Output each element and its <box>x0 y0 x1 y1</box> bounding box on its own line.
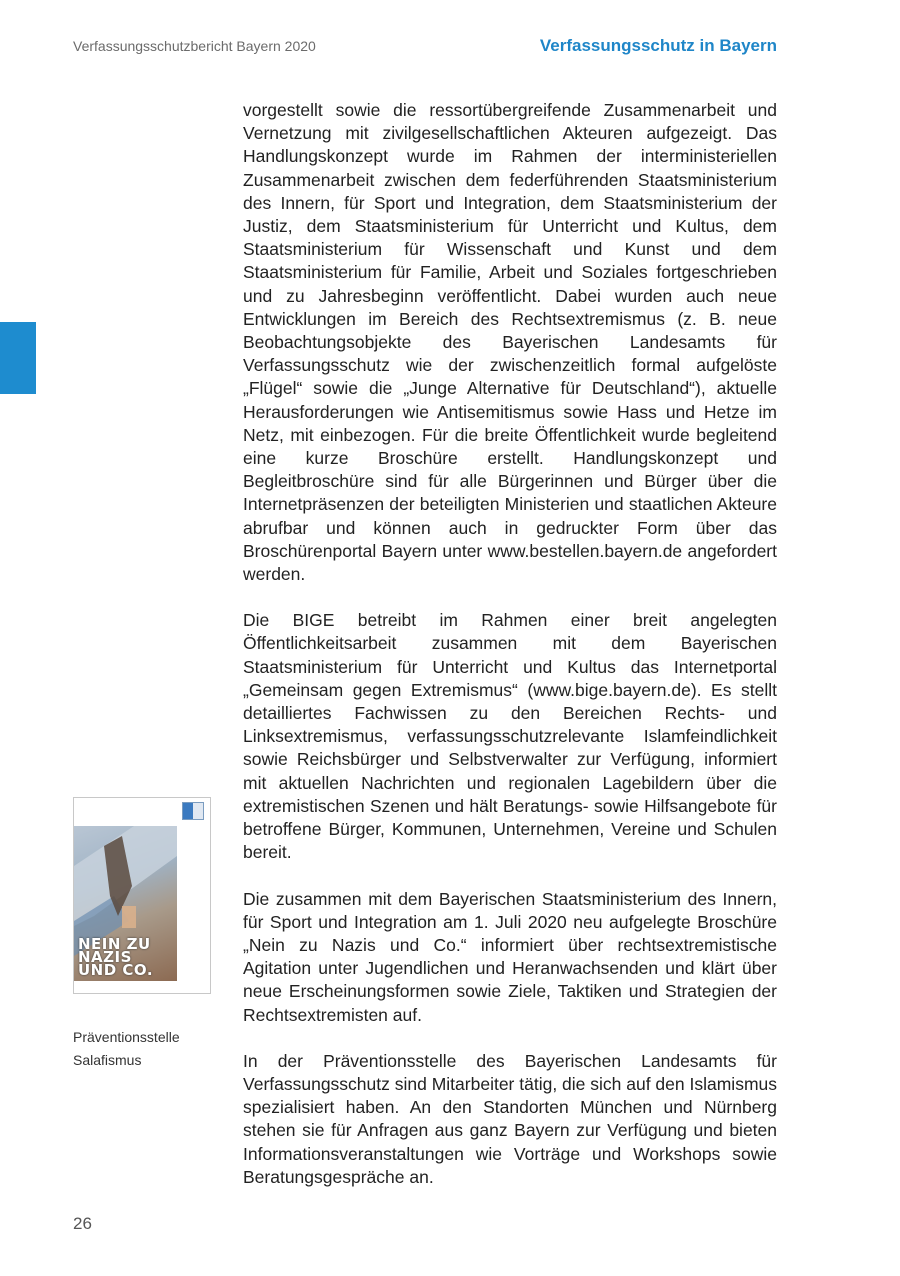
chapter-tab-marker <box>0 322 36 394</box>
paragraph: vorgestellt sowie die ressortübergreifende Zusammenarbeit und Vernetzung mit zivilgesellschaftlichen Akteuren aufgezeigt. Das Handlungskonzept wurde im Rahmen der interministeriellen Zusammenarbeit zwischen dem federführenden Staatsministerium des Innern, für Sport und Integration, dem Staatsministerium der Justiz, dem Staatsministerium für Unterricht und Kultus, dem Staatsministerium für Wissenschaft und Kunst und dem Staatsministerium für Familie, Arbeit und Soziales fortgeschrieben und zu Jahresbeginn veröffentlicht. Dabei wurden auch neue Entwicklungen im Bereich des Rechtsextremismus (z. B. neue Beobachtungsobjekte des Bayerischen Landesamts für Verfassungsschutz wie der zwischenzeitlich formal aufgelöste „Flügel“ sowie die „Junge Alternative für Deutschland“), aktuelle Herausforderungen wie Antisemitismus sowie Hass und Hetze im Netz, mit einbezogen. Für die breite Öffentlichkeit wurde begleitend eine kurze Broschüre erstellt. Handlungskonzept und Begleitbroschüre sind für alle Bürgerinnen und Bürger über die Internetpräsenzen der beteiligten Ministerien und staatlichen Akteure abrufbar und können auch in gedruckter Form über das Broschürenportal Bayern unter www.bestellen.bayern.de angefordert werden. <box>243 100 777 585</box>
paragraph: Die BIGE betreibt im Rahmen einer breit angelegten Öffentlichkeitsarbeit zusammen mit dem Bayerischen Staatsministerium für Unterricht und Kultus das Internetportal „Gemeinsam gegen Extremismus“ (www.bige.bayern.de). Es stellt detailliertes Fachwissen zu den Bereichen Rechts- und Linksextremismus, verfassungsschutzrelevante Islamfeindlichkeit sowie Reichsbürger und Selbstverwalter zur Verfügung, informiert mit aktuellen Nachrichten und regionalen Lagebildern über die extremistischen Szenen und hält Beratungs- sowie Hilfsangebote für betroffene Bürger, Kommunen, Unternehmen, Vereine und Schulen bereit. <box>243 610 777 863</box>
page-number: 26 <box>73 1214 92 1233</box>
margin-note <box>73 1026 223 1072</box>
running-header-section: Verfassungsschutz in Bayern <box>539 36 777 55</box>
margin-note-line: Präventionsstelle <box>73 1029 180 1045</box>
paragraph: In der Präventionsstelle des Bayerischen Landesamts für Verfassungsschutz sind Mitarbeiter tätig, die sich auf den Islamismus spezialisiert haben. An den Standorten München und Nürnberg stehen sie für Anfragen aus ganz Bayern zur Verfügung und bieten Informationsveranstaltungen wie Vorträge und Workshops sowie Beratungsgespräche an. <box>243 1050 777 1187</box>
brochure-title <box>78 935 177 979</box>
running-header-title: Verfassungsschutzbericht Bayern 2020 <box>73 38 316 54</box>
brochure-photo <box>74 826 177 981</box>
brochure-title-line: NAZIS <box>78 948 132 966</box>
paragraph: Die zusammen mit dem Bayerischen Staatsministerium des Innern, für Sport und Integration am 1. Juli 2020 neu aufgelegte Broschüre „Nein zu Nazis und Co.“ informiert über rechtsextremistische Agitation unter Jugendlichen und Heranwachsenden und klärt über neue Erscheinungsformen sowie Ziele, Taktiken und Strategien der Rechtsextremisten auf. <box>243 888 777 1025</box>
main-text-column <box>243 99 777 1212</box>
brochure-cover-image <box>73 797 211 994</box>
brochure-title-line: UND CO. <box>78 961 154 979</box>
brochure-title-line: NEIN ZU <box>78 935 151 953</box>
margin-note-line: Salafismus <box>73 1052 142 1068</box>
brochure-header-strip <box>76 802 176 818</box>
bavaria-crest-icon <box>182 802 204 820</box>
